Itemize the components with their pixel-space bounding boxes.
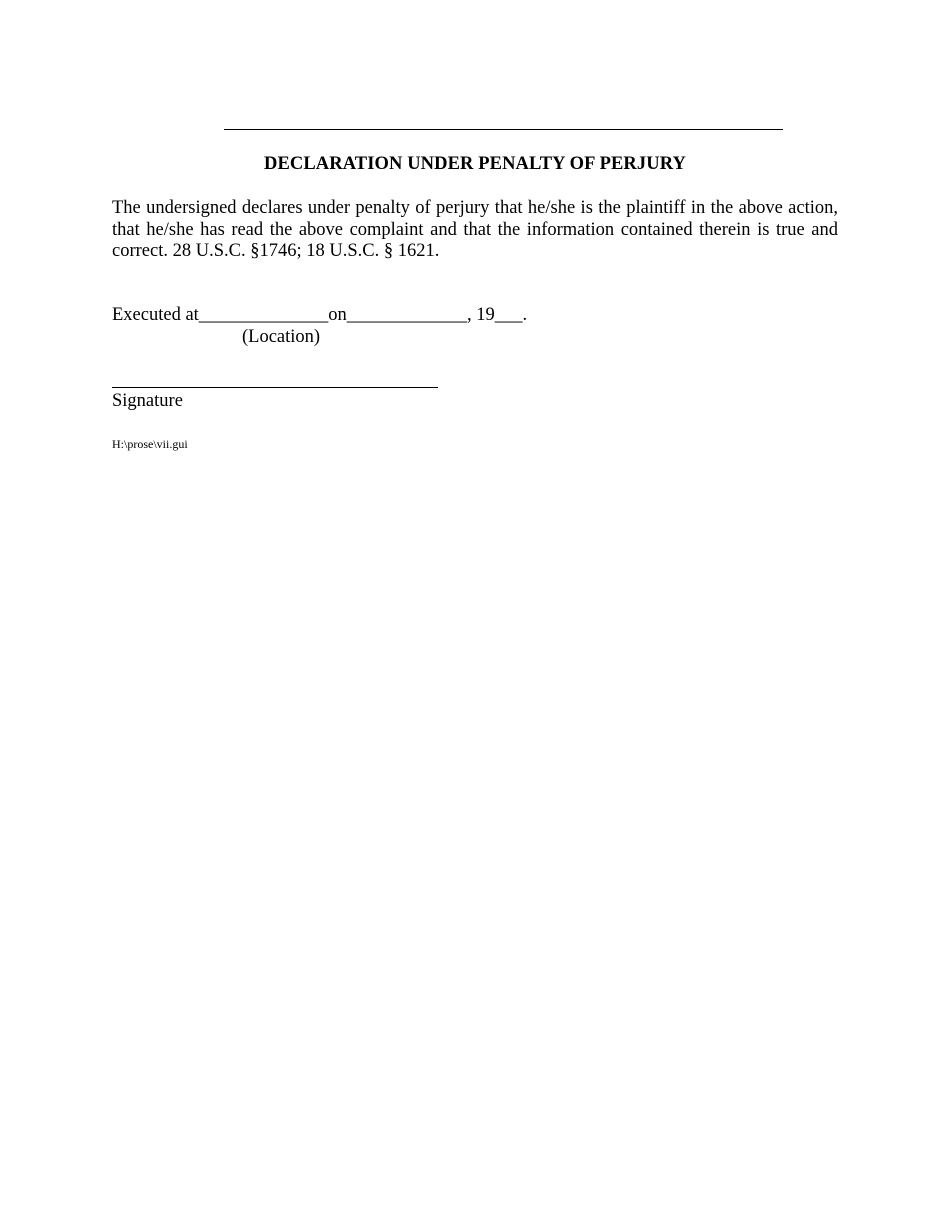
top-rule bbox=[224, 129, 783, 130]
signature-line bbox=[112, 387, 438, 388]
file-path-footer: H:\prose\vii.gui bbox=[112, 437, 188, 451]
executed-at-line: Executed at______________on_____________, 19___. bbox=[112, 305, 528, 325]
signature-label: Signature bbox=[112, 391, 183, 411]
document-title: DECLARATION UNDER PENALTY OF PERJURY bbox=[264, 154, 686, 174]
location-caption: (Location) bbox=[242, 327, 321, 347]
declaration-paragraph: The undersigned declares under penalty of perjury that he/she is the plaintiff in the above action, that he/she has read the above complaint and that the information contained therein is true and correct. 28 U.S.C. §1746; 18 U.S.C. § 1621. bbox=[112, 198, 838, 261]
